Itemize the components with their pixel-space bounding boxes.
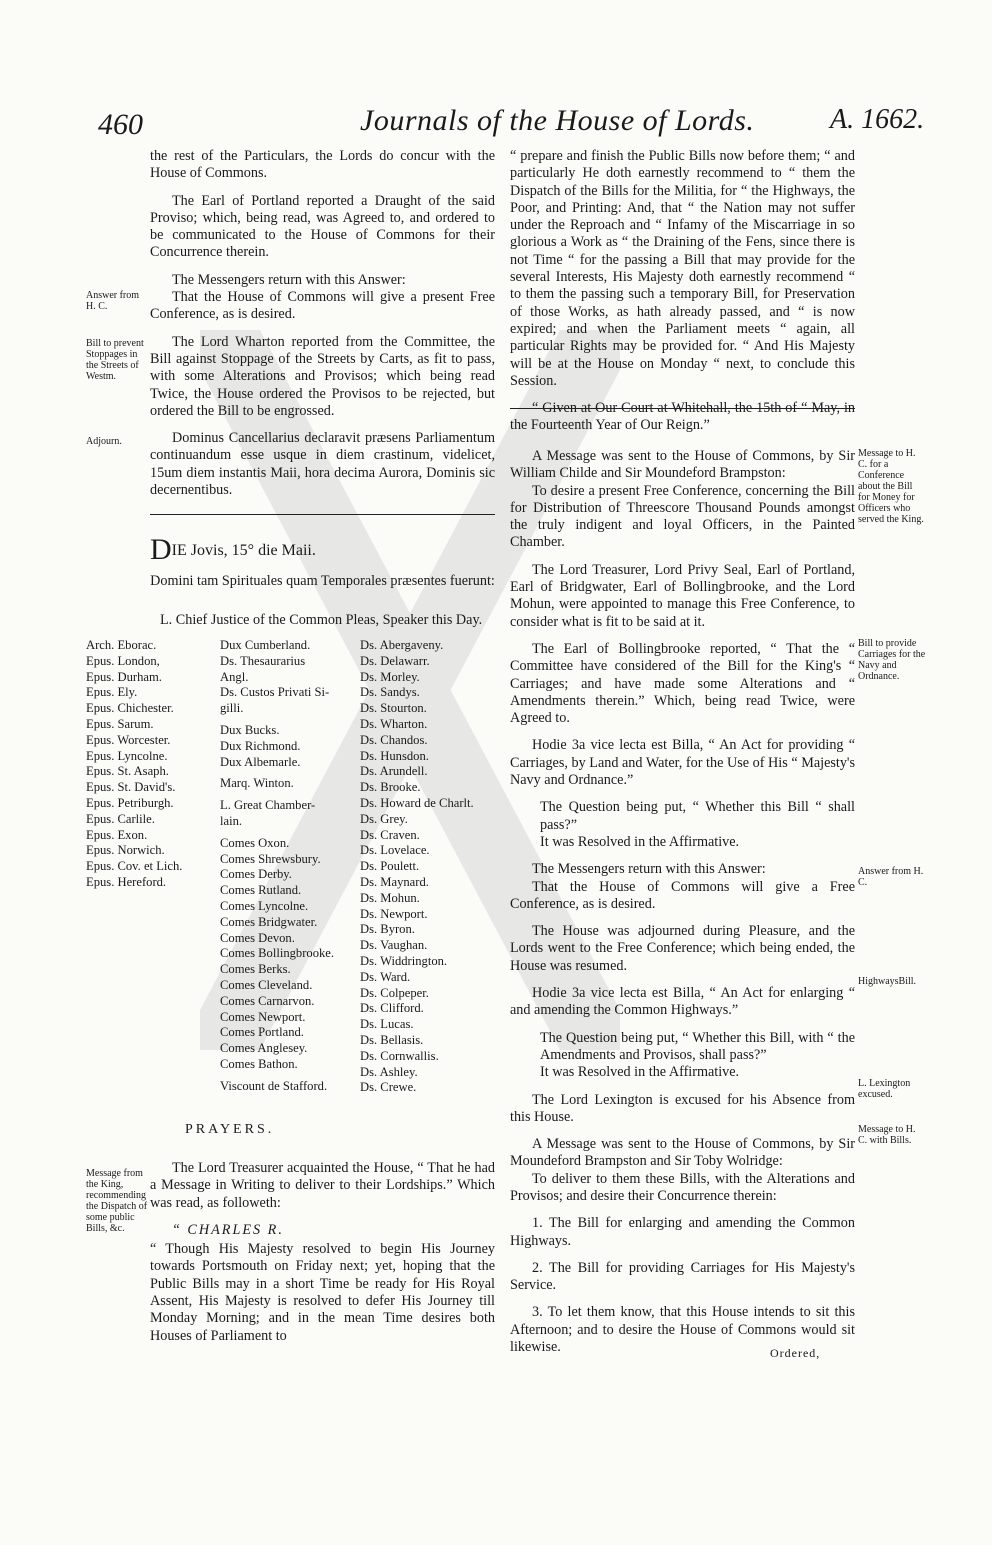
paragraph: 2. The Bill for providing Carriages for His Majesty's Service.	[510, 1259, 855, 1294]
lord-name: Epus. Cov. et Lich.	[86, 859, 183, 874]
lord-name: Ds. Morley.	[360, 669, 420, 684]
margin-note: Message to H. C. for a Conference about the Bill for Money for Officers who served the King.	[858, 448, 924, 525]
lord-name: Epus. Sarum.	[86, 716, 154, 731]
lord-name: Viscount de Stafford.	[220, 1078, 328, 1093]
paragraph: “ Though His Majesty resolved to begin His Journey towards Portsmouth on Friday next; yet, hoping that the Public Bills may in a short Time be ready for His Royal Assent, His Majesty is resolved to defer His Journey till Monday Morning; and in the mean Time desires both Houses of Parliament to	[150, 1241, 495, 1344]
lord-name: Comes Bollingbrooke.	[220, 946, 335, 961]
lord-name: Dux Albemarle.	[220, 754, 301, 769]
lord-name: Epus. St. David's.	[86, 780, 176, 795]
paragraph: It was Resolved in the Affirmative.	[540, 1064, 740, 1081]
lords-list-spiritual	[86, 638, 216, 891]
lord-name: Ds. Cornwallis.	[360, 1048, 439, 1063]
lord-name: Ds. Sandys.	[360, 685, 420, 700]
lord-name: Ds. Custos Privati Si-	[220, 685, 330, 700]
paragraph: Dominus Cancellarius declaravit præsens Parliamentum continuandum esse usque in diem crastinum, videlicet, 15um diem instantis Maii, hora decima Aurora, Dominis sic decernentibus.	[150, 430, 495, 499]
lord-name: Ds. Thesaurarius	[220, 653, 306, 668]
page-year: A. 1662.	[830, 104, 925, 135]
paragraph: A Message was sent to the House of Commons, by Sir Moundeford Brampston and Sir Toby Wolridge:	[510, 1136, 855, 1170]
lord-name: Comes Anglesey.	[220, 1041, 308, 1056]
lord-name: Epus. Worcester.	[86, 732, 171, 747]
paragraph: The House was adjourned during Pleasure, and the Lords went to the Free Conference; which being ended, the House was resumed.	[510, 923, 855, 974]
lord-name: Ds. Abergaveny.	[360, 638, 444, 652]
lord-name: Epus. Exon.	[86, 827, 148, 842]
lord-name: Ds. Delawarr.	[360, 653, 430, 668]
lord-name: Ds. Stourton.	[360, 701, 427, 716]
lord-name: Ds. Craven.	[360, 827, 420, 842]
lord-name: Comes Berks.	[220, 962, 291, 977]
lord-name: Epus. Hereford.	[86, 874, 167, 889]
margin-note: Answer from H. C.	[858, 866, 924, 888]
margin-note: Message to H. C. with Bills.	[858, 1124, 916, 1146]
paragraph: The Earl of Portland reported a Draught of the said Proviso; which, being read, was Agreed to, and ordered to be communicated to the House of Commons for their Concurrence therein.	[150, 192, 495, 261]
section-rule	[510, 408, 855, 409]
lord-name: Ds. Widdrington.	[360, 953, 448, 968]
drop-cap: D	[150, 533, 172, 566]
speaker-line: L. Chief Justice of the Common Pleas, Speaker this Day.	[160, 612, 483, 628]
lord-name: Comes Newport.	[220, 1009, 306, 1024]
lord-name: Comes Rutland.	[220, 883, 302, 898]
lords-list-temporal	[220, 638, 358, 1095]
paragraph: Hodie 3a vice lecta est Billa, “ An Act for providing “ Carriages, by Land and Water, for the Use of His “ Majesty's Navy and Ordnance.”	[510, 737, 855, 789]
domini-line: Domini tam Spirituales quam Temporales præsentes fuerunt:	[150, 573, 495, 589]
right-column-body	[510, 448, 855, 1366]
lord-name: Ds. Hunsdon.	[360, 748, 429, 763]
lord-name: Ds. Lucas.	[360, 1017, 414, 1032]
lord-name: Comes Derby.	[220, 867, 292, 882]
lord-name: Ds. Chandos.	[360, 732, 428, 747]
paragraph: The Lord Lexington is excused for his Absence from this House.	[510, 1091, 855, 1125]
paragraph: The Lord Treasurer, Lord Privy Seal, Earl of Portland, Earl of Bridgwater, Earl of Bollingbrooke, and the Lord Mohun, were appointed to manage this Free Conference, to consider what is fit to be said at it.	[510, 561, 855, 630]
margin-note: HighwaysBill.	[858, 976, 917, 987]
lord-name: Arch. Eborac.	[86, 638, 157, 652]
margin-note: L. Lexington excused.	[858, 1078, 911, 1100]
lord-name: Epus. Norwich.	[86, 843, 165, 858]
margin-note: Message from the King, recommending the Dispatch of some public Bills, &c.	[86, 1168, 148, 1234]
lord-name: Dux Cumberland.	[220, 638, 311, 652]
lord-name: Epus. Durham.	[86, 669, 162, 684]
paragraph: That the House of Commons will give a Free Conference, as is desired.	[510, 878, 855, 912]
lords-list-barons	[360, 638, 500, 1096]
lord-name: lain.	[220, 813, 243, 828]
paragraph: That the House of Commons will give a present Free Conference, as is desired.	[150, 289, 495, 323]
lord-name: Ds. Bellasis.	[360, 1032, 424, 1047]
lord-name: Ds. Lovelace.	[360, 843, 430, 858]
lord-name: Comes Shrewsbury.	[220, 851, 321, 866]
lord-name: Ds. Arundell.	[360, 764, 428, 779]
left-column-top	[150, 148, 495, 509]
paragraph: the rest of the Particulars, the Lords do concur with the House of Commons.	[150, 148, 495, 182]
lord-name: Ds. Brooke.	[360, 780, 421, 795]
paragraph: The Messengers return with this Answer:	[172, 271, 406, 288]
sitting-date: IE Jovis, 15° die Maii.	[171, 542, 316, 559]
lord-name: Epus. Ely.	[86, 685, 138, 700]
lord-name: Epus. Chichester.	[86, 701, 174, 716]
paragraph: 3. To let them know, that this House intends to sit this Afternoon; and to desire the House of Commons would sit likewise.	[510, 1304, 855, 1356]
lord-name: Comes Oxon.	[220, 835, 290, 850]
lord-name: Comes Lyncolne.	[220, 898, 309, 913]
lord-name: Ds. Ashley.	[360, 1064, 418, 1079]
lord-name: Ds. Vaughan.	[360, 938, 428, 953]
lord-name: Comes Cleveland.	[220, 977, 313, 992]
lord-name: Epus. Lyncolne.	[86, 748, 168, 763]
lord-name: Epus. St. Asaph.	[86, 764, 169, 779]
lord-name: Epus. London,	[86, 653, 160, 668]
lord-name: Ds. Colpeper.	[360, 985, 429, 1000]
margin-note: Adjourn.	[86, 436, 122, 447]
paragraph: The Question being put, “ Whether this Bill “ shall pass?”	[540, 799, 855, 833]
paragraph: To desire a present Free Conference, concerning the Bill for Distribution of Threescore Thousand Pounds amongst the truly indigent and loyal Officers, in the Painted Chamber.	[510, 482, 855, 551]
paragraph: The Lord Treasurer acquainted the House, “ That he had a Message in Writing to deliver to their Lordships.” Which was read, as followeth:	[150, 1160, 495, 1211]
lord-name: L. Great Chamber-	[220, 798, 316, 813]
paragraph: 1. The Bill for enlarging and amending the Common Highways.	[510, 1215, 855, 1249]
margin-note: Bill to provide Carriages for the Navy and Ordnance.	[858, 638, 926, 682]
lord-name: Angl.	[220, 669, 249, 684]
lord-name: Comes Portland.	[220, 1025, 304, 1040]
paragraph: Hodie 3a vice lecta est Billa, “ An Act for enlarging “ and amending the Common Highways.”	[510, 985, 855, 1019]
lord-name: Epus. Carlile.	[86, 811, 155, 826]
lord-name: Ds. Crewe.	[360, 1080, 417, 1095]
lord-name: Marq. Winton.	[220, 776, 294, 791]
paragraph: The Messengers return with this Answer:	[532, 861, 766, 878]
paragraph: “ prepare and finish the Public Bills now before them; “ and particularly He doth earnestly recommend to “ them the Dispatch of the Bills for the Militia, for “ the Highways, the Poor, and Printing: And, that “ the Nation may not suffer under the Reproach and “ Infamy of the Miscarriage in so glorious a Work as “ the Draining of the Fens, since there is not Time “ for the passing a Bill that may provide for the several Interests, His Majesty doth earnestly recommend “ to them the passing such a temporary Bill, for Preservation of those Works, as hath already passed, and “ is now expired; and when the Parliament meets “ again, all particular Rights may be provided for. “ And His Majesty will be at the House on Monday “ next, to conclude this Session.	[510, 148, 855, 389]
lord-name: Ds. Poulett.	[360, 859, 420, 874]
lord-name: Ds. Mohun.	[360, 890, 420, 905]
lord-name: Ds. Howard de Charlt.	[360, 795, 474, 810]
sitting-heading	[150, 535, 316, 565]
prayers-heading: PRAYERS.	[185, 1122, 275, 1137]
margin-note: Bill to prevent Stoppages in the Streets of Westm.	[86, 338, 144, 382]
lord-name: Comes Carnarvon.	[220, 993, 315, 1008]
royal-signature: “ CHARLES R.	[172, 1221, 284, 1238]
lord-name: Ds. Ward.	[360, 969, 411, 984]
lord-name: Ds. Byron.	[360, 922, 415, 937]
lord-name: Comes Bridgwater.	[220, 914, 318, 929]
lord-name: Comes Bathon.	[220, 1056, 298, 1071]
paragraph: The Question being put, “ Whether this Bill, with “ the Amendments and Provisos, shall pass?”	[540, 1029, 855, 1063]
lord-name: Epus. Petriburgh.	[86, 795, 174, 810]
left-column-bottom	[150, 1160, 495, 1355]
paragraph: The Lord Wharton reported from the Committee, the Bill against Stoppage of the Streets by Carts, as fit to pass, with some Alterations and Provisos; which being read Twice, the House ordered the Provisos to be rejected, but ordered the Bill to be engrossed.	[150, 333, 495, 419]
lord-name: Ds. Newport.	[360, 906, 428, 921]
page-title: Journals of the House of Lords.	[360, 104, 755, 137]
lord-name: Ds. Maynard.	[360, 874, 429, 889]
paragraph: To deliver to them these Bills, with the Alterations and Provisos; and desire their Concurrence therein:	[510, 1170, 855, 1204]
lord-name: Comes Devon.	[220, 930, 295, 945]
lord-name: Ds. Clifford.	[360, 1001, 424, 1016]
margin-note: Answer from H. C.	[86, 290, 140, 312]
lord-name: Dux Richmond.	[220, 738, 301, 753]
page-number: 460	[98, 108, 143, 141]
paragraph: The Earl of Bollingbrooke reported, “ That the “ Committee have considered of the Bill for the King's “ Carriages; and have made some Alterations and “ Amendments therein.” Which, being read Twice, were Agreed to.	[510, 640, 855, 727]
lord-name: Dux Bucks.	[220, 722, 280, 737]
lord-name: Ds. Wharton.	[360, 716, 428, 731]
section-rule	[150, 514, 495, 515]
right-column-top	[510, 148, 855, 445]
paragraph: “ Given at Our Court at Whitehall, the 15th of “ May, in the Fourteenth Year of Our Reign.”	[510, 400, 855, 434]
lord-name: Ds. Grey.	[360, 811, 408, 826]
catchword: Ordered,	[770, 1346, 821, 1360]
lord-name: gilli.	[220, 701, 244, 716]
paragraph: A Message was sent to the House of Commons, by Sir William Childe and Sir Moundeford Brampston:	[510, 448, 855, 482]
paragraph: It was Resolved in the Affirmative.	[540, 833, 740, 850]
